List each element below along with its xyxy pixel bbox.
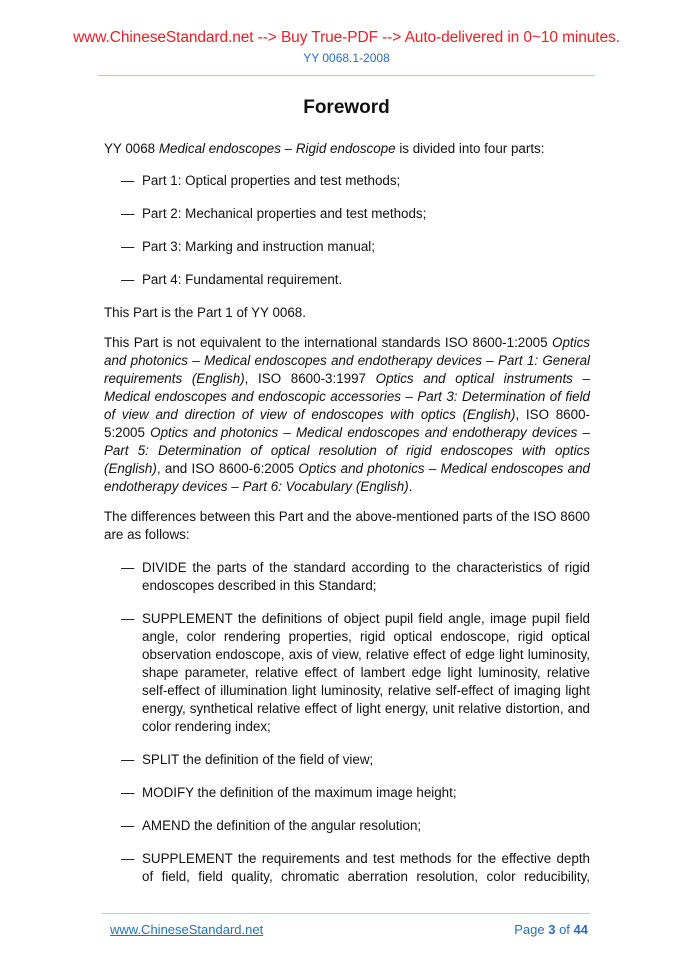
- dash-bullet: —: [121, 173, 135, 188]
- list-item-text: Part 4: Fundamental requirement.: [142, 272, 343, 287]
- part-statement: This Part is the Part 1 of YY 0068.: [104, 305, 306, 320]
- standard-title: Optics and photonics – Medical endoscopes and endotherapy devices – Part 6: Vocabulary (English): [104, 461, 590, 494]
- list-item: [104, 172, 590, 190]
- equivalence-text: , ISO 8600-3:1997: [244, 371, 376, 386]
- list-item: [104, 784, 590, 802]
- parts-list: [104, 172, 590, 289]
- list-item-text: DIVIDE the parts of the standard according to the characteristics of rigid endoscopes described in this Standard;: [142, 560, 590, 593]
- page-indicator: [514, 922, 588, 938]
- list-item-text: SUPPLEMENT the requirements and test methods for the effective depth of field, field quality, chromatic aberration resolution, color reducibility,: [142, 851, 590, 884]
- equivalence-text: , and ISO 8600-6:2005: [156, 461, 299, 476]
- list-item: [104, 205, 590, 223]
- dash-bullet: —: [121, 206, 135, 221]
- footer-divider: [102, 913, 590, 914]
- dash-bullet: —: [121, 752, 135, 767]
- footer-website-link[interactable]: www.ChineseStandard.net: [110, 922, 264, 937]
- equivalence-paragraph: [104, 334, 590, 496]
- standard-title: Optics and photonics – Medical endoscopes and endotherapy devices – Part 1: General requirements (English): [104, 335, 590, 386]
- list-item-text: SPLIT the definition of the field of view;: [142, 752, 374, 767]
- page-title: Foreword: [303, 97, 390, 118]
- list-item: [104, 850, 590, 886]
- list-item: [104, 271, 590, 289]
- list-item: [104, 559, 590, 595]
- dash-bullet: —: [121, 851, 135, 866]
- dash-bullet: —: [121, 785, 135, 800]
- list-item-text: Part 3: Marking and instruction manual;: [142, 239, 375, 254]
- list-item-text: Part 2: Mechanical properties and test methods;: [142, 206, 427, 221]
- list-item-text: Part 1: Optical properties and test methods;: [142, 173, 401, 188]
- list-item-text: SUPPLEMENT the definitions of object pupil field angle, image pupil field angle, color rendering properties, rigid optical endoscope, rigid optical observation endoscope, axis of view, relative effect of edge light luminosity, shape parameter, relative effect of lambert edge light luminosity, relative self-effect of illumination light luminosity, relative self-effect of imaging light energy, synthetical relative effect of light energy, unit relative distortion, and color rendering index;: [142, 611, 590, 734]
- intro-paragraph: [104, 140, 590, 158]
- list-item: [104, 817, 590, 835]
- standard-number: YY 0068.1-2008: [303, 51, 390, 65]
- dash-bullet: —: [121, 611, 135, 626]
- intro-text: YY 0068: [104, 141, 159, 156]
- intro-text: is divided into four parts:: [395, 141, 545, 156]
- standard-title: Optics and photonics – Medical endoscopes and endotherapy devices – Part 5: Determination of optical resolution of rigid endoscopes with optics (English): [104, 425, 590, 476]
- page-label: Page: [514, 922, 549, 937]
- standard-title: Optics and optical instruments – Medical endoscopes and endoscopic accessories – Part 3: Determination of field of view and direction of view of endoscopes with optics (English): [104, 371, 590, 422]
- list-item-text: AMEND the definition of the angular resolution;: [142, 818, 422, 833]
- differences-list: [104, 559, 590, 886]
- differences-intro: The differences between this Part and the above-mentioned parts of the ISO 8600 are as follows:: [104, 509, 590, 542]
- page-of-label: of: [555, 922, 574, 937]
- total-pages-number: 44: [573, 922, 588, 937]
- list-item-text: MODIFY the definition of the maximum image height;: [142, 785, 457, 800]
- intro-title: Medical endoscopes – Rigid endoscope: [158, 141, 396, 156]
- equivalence-text: , ISO 8600-5:2005: [104, 407, 590, 440]
- equivalence-text: .: [408, 479, 413, 494]
- promo-banner[interactable]: www.ChineseStandard.net --> Buy True-PDF --> Auto-delivered in 0~10 minutes.: [73, 29, 620, 46]
- list-item: [104, 610, 590, 736]
- list-item: [104, 751, 590, 769]
- dash-bullet: —: [121, 239, 135, 254]
- dash-bullet: —: [121, 272, 135, 287]
- document-body: [104, 140, 590, 901]
- current-page-number: 3: [548, 922, 556, 937]
- list-item: [104, 238, 590, 256]
- header-divider: [98, 75, 595, 76]
- equivalence-text: This Part is not equivalent to the international standards ISO 8600-1:2005: [104, 335, 553, 350]
- dash-bullet: —: [121, 818, 135, 833]
- dash-bullet: —: [121, 560, 135, 575]
